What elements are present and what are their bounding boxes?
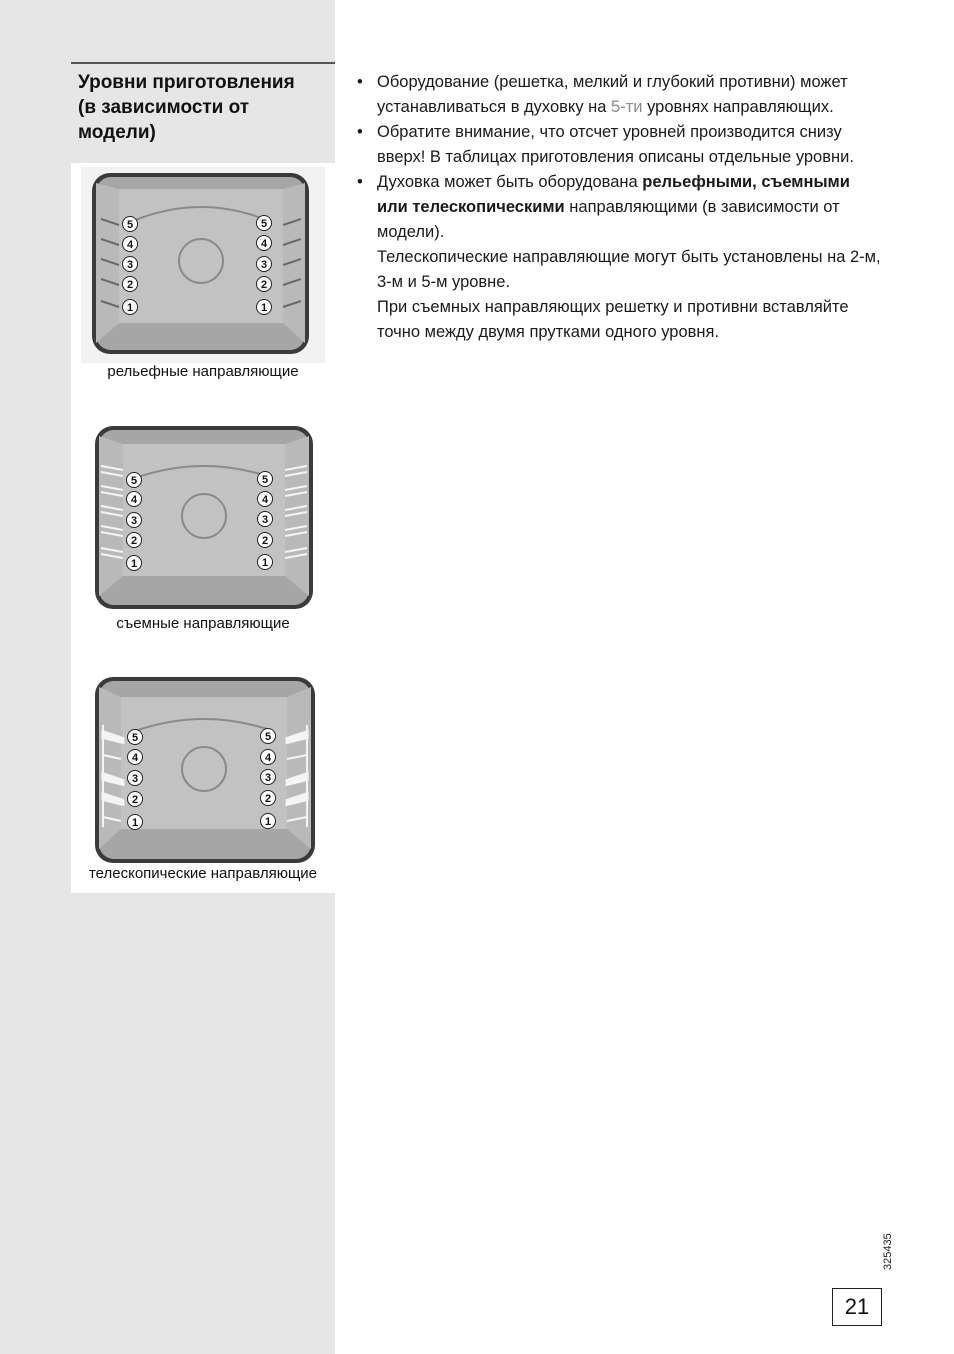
level-marker-left-1: [128, 815, 143, 830]
svg-text:4: 4: [264, 752, 272, 764]
svg-text:4: 4: [260, 238, 268, 250]
figure-caption-telescopic: телескопические направляющие: [88, 865, 318, 882]
svg-text:1: 1: [131, 817, 139, 829]
level-marker-left-3: [128, 771, 143, 786]
section-title-line-2: (в зависимости от: [78, 97, 250, 118]
level-marker-left-1: [127, 556, 142, 571]
level-marker-left-1: [123, 300, 138, 315]
level-marker-right-4: [258, 492, 273, 507]
document-code-text: 325435: [882, 1233, 894, 1270]
level-marker-right-5: [261, 729, 276, 744]
bullet-3-text: Духовка может быть оборудована: [377, 173, 643, 191]
level-marker-left-2: [123, 277, 138, 292]
level-marker-right-1: [257, 300, 272, 315]
level-marker-right-3: [258, 512, 273, 527]
svg-text:1: 1: [126, 302, 134, 314]
level-marker-right-5: [258, 472, 273, 487]
svg-text:3: 3: [264, 772, 272, 784]
level-marker-right-2: [257, 277, 272, 292]
svg-text:4: 4: [131, 752, 139, 764]
level-marker-right-1: [258, 555, 273, 570]
level-marker-right-2: [261, 791, 276, 806]
list-item: [357, 120, 882, 170]
svg-text:1: 1: [264, 816, 272, 828]
level-marker-right-4: [261, 750, 276, 765]
oven-removable-illustration: [71, 416, 335, 612]
section-title-line-1: Уровни приготовления: [78, 72, 295, 93]
level-marker-right-3: [261, 770, 276, 785]
levels-count-highlight: 5-ти: [611, 98, 643, 116]
info-list: [357, 70, 882, 345]
svg-text:5: 5: [130, 475, 138, 487]
figure-caption-removable: съемные направляющие: [116, 615, 290, 632]
svg-text:2: 2: [261, 535, 269, 547]
section-title-line-3: модели): [78, 122, 156, 143]
svg-text:2: 2: [126, 279, 134, 291]
svg-text:1: 1: [260, 302, 268, 314]
bullet: •: [357, 123, 363, 141]
bullet-1-text-end: уровнях направляющих.: [642, 98, 834, 116]
svg-text:4: 4: [130, 494, 138, 506]
svg-text:4: 4: [261, 494, 269, 506]
figure-embossed-guides: [71, 163, 335, 416]
telescopic-note: Телескопические направляющие могут быть установлены на 2-м, 3-м и 5-м уровне.: [377, 248, 881, 291]
svg-text:1: 1: [130, 558, 138, 570]
svg-text:4: 4: [126, 239, 134, 251]
svg-text:2: 2: [264, 793, 272, 805]
bullet-2-text: Обратите внимание, что отсчет уровней производится снизу вверх! В таблицах приготовления описаны отдельные уровни.: [377, 123, 854, 166]
svg-text:3: 3: [260, 259, 268, 271]
bullet-1-text: Оборудование (решетка, мелкий и глубокий противни) может устанавливаться в духовку на: [377, 73, 848, 116]
figure-caption-embossed: рельефные направляющие: [107, 363, 299, 380]
level-marker-left-5: [128, 730, 143, 745]
level-marker-left-4: [127, 492, 142, 507]
section-title: [78, 70, 328, 145]
bullet-3-text-end: направляющими (в зависимости от модели).: [377, 198, 840, 241]
list-item: [357, 70, 882, 120]
level-marker-right-2: [258, 533, 273, 548]
figure-telescopic-guides: [71, 667, 335, 893]
svg-text:3: 3: [126, 259, 134, 271]
level-marker-right-5: [257, 216, 272, 231]
svg-text:1: 1: [261, 557, 269, 569]
removable-note: При съемных направляющих решетку и противни вставляйте точно между двумя прутками одного уровня.: [377, 298, 849, 341]
bullet: •: [357, 173, 363, 191]
level-marker-left-5: [123, 217, 138, 232]
level-marker-left-2: [127, 533, 142, 548]
svg-text:3: 3: [131, 773, 139, 785]
svg-text:5: 5: [126, 219, 134, 231]
oven-telescopic-illustration: [71, 667, 335, 865]
svg-text:2: 2: [260, 279, 268, 291]
level-marker-left-5: [127, 473, 142, 488]
oven-embossed-illustration: [71, 163, 335, 363]
page-number: 21: [832, 1288, 882, 1326]
level-marker-left-4: [128, 750, 143, 765]
figure-removable-guides: [71, 416, 335, 667]
content-column: [357, 70, 882, 345]
level-marker-right-3: [257, 257, 272, 272]
svg-text:3: 3: [130, 515, 138, 527]
guide-types-emphasis: рельефными, съемными или телескопическими: [377, 173, 850, 216]
svg-text:5: 5: [261, 474, 269, 486]
document-code: [878, 1232, 914, 1272]
svg-text:5: 5: [264, 731, 272, 743]
level-marker-left-3: [123, 257, 138, 272]
svg-text:5: 5: [131, 732, 139, 744]
level-marker-right-4: [257, 236, 272, 251]
svg-text:2: 2: [131, 794, 139, 806]
bullet: •: [357, 73, 363, 91]
level-marker-left-4: [123, 237, 138, 252]
svg-text:3: 3: [261, 514, 269, 526]
svg-text:2: 2: [130, 535, 138, 547]
list-item: [357, 170, 882, 345]
level-marker-left-3: [127, 513, 142, 528]
svg-text:5: 5: [260, 218, 268, 230]
level-marker-left-2: [128, 792, 143, 807]
section-divider: [71, 62, 335, 64]
level-marker-right-1: [261, 814, 276, 829]
